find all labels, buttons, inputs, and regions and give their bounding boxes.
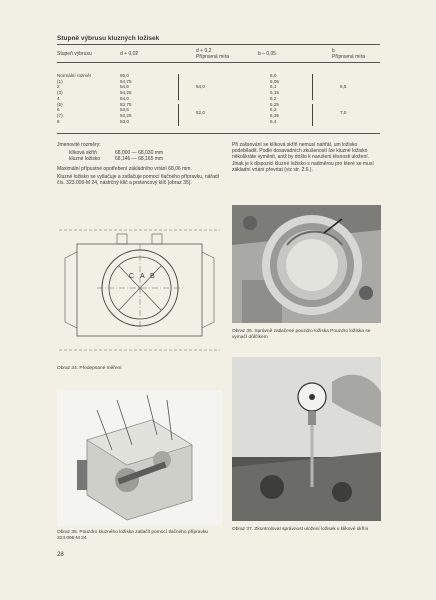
bracket-b-lower xyxy=(312,104,313,126)
bracket-d-upper xyxy=(178,74,179,100)
header-prep-b: b Přípravná míra xyxy=(332,48,366,60)
left-text: Jmenovité rozměry: klíková skříň 68,000 — 68,030 mm kluzné ložisko 68,146 — 68,165 mm Maximální přípustné opotřebení základního vrtání 68,06 mm. Kluzné ložisko se vytlačuje a zatlačuje pomocí tlačného přípravku, nářadí čís. 323.006-M 24, nástrčný klíč a prstencový klíč (obraz 35). xyxy=(57,142,220,187)
right-text: Při zalisování se klíková skříň nemusí nahřát, um ložisko podebíladit. Podle dosavadních zkušeností lze kluzné ložisko několikráte vyměnit, aniž by došlo k narušení těsnosti uložení. Jinak je k dispozici kluzné ložisko s nadměrou pro které se musí základní vrtání převrtat (viz str. 2.6.). xyxy=(232,142,374,173)
photo-bearing-bore xyxy=(232,205,381,323)
table-rule-bottom xyxy=(57,133,380,134)
header-stage: Stupeň výbrusu xyxy=(57,51,92,57)
bracket-b-upper xyxy=(312,74,313,100)
d-column: 55,0 54,75 54,5 54,25 54,0 53,75 53,5 53,25 53,0 xyxy=(120,73,132,124)
caption-fig35: Obraz 35. Pouzdro kluzného ložiska zatlačit pomocí tlačného přípravku 323.006-M 24 xyxy=(57,530,208,541)
label-c: C xyxy=(129,273,135,280)
bearing-measurement-diagram xyxy=(57,226,222,354)
caption-fig36: Obraz 36. Správně zatlačené pouzdro ložiska Pouzdro ložiska se vymačí důlčíkem xyxy=(232,329,371,340)
b-column: 6,0 6,05 6,1 6,15 6,2 6,25 6,3 6,35 6,4 xyxy=(270,73,279,124)
prep-d-value-1: 54,0 xyxy=(196,84,205,89)
caption-fig37: Obraz 37. Zkontrolovat správnost uložení ložisek v klikové skříni xyxy=(232,527,369,532)
header-prep-d: d + 0,2 Přípravná míra xyxy=(196,48,230,60)
header-d: d + 0,02 xyxy=(120,51,139,57)
table-rule-top xyxy=(57,44,380,45)
page-number: 28 xyxy=(57,552,64,558)
header-b: b – 0,05 xyxy=(258,51,277,57)
table-title: Stupně výbrusu kluzných ložisek xyxy=(57,35,160,42)
stage-column: Normální rozměr (1) 2 (3) 4 (5) 6 (7) 8 xyxy=(57,73,92,124)
bracket-d-lower xyxy=(178,104,179,126)
label-b: B xyxy=(150,273,155,280)
prep-b-value-1: 6,5 xyxy=(340,84,347,89)
label-a: A xyxy=(140,273,145,280)
photo-dial-gauge xyxy=(232,357,381,521)
photo-press-tool xyxy=(57,390,222,526)
caption-fig34: Obraz 34. Předepsané měření xyxy=(57,366,122,371)
prep-d-value-2: 52,0 xyxy=(196,110,205,115)
table-rule-header xyxy=(57,62,380,63)
prep-b-value-2: 7,0 xyxy=(340,110,347,115)
